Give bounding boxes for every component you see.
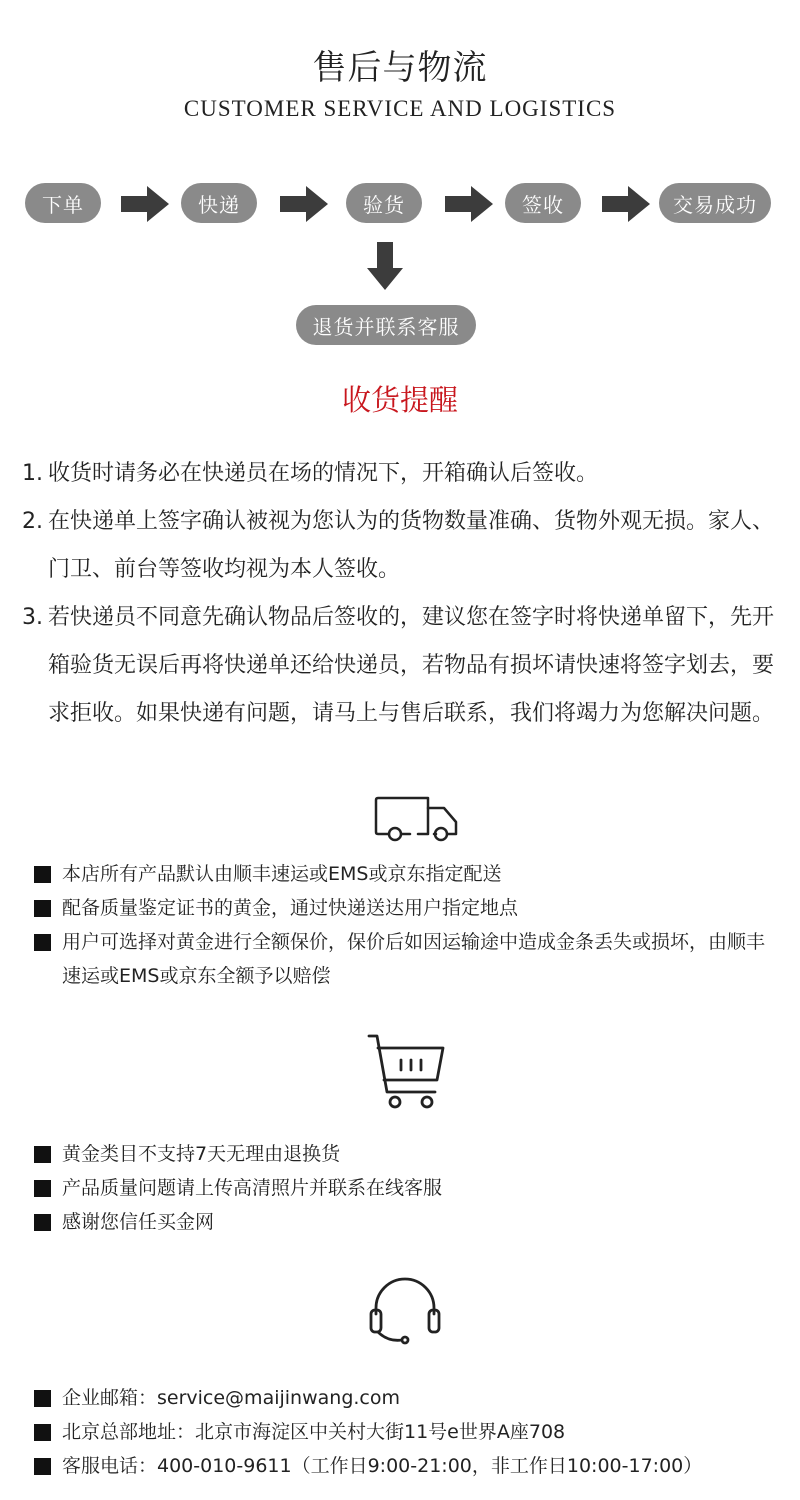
contact-list bbox=[34, 1381, 774, 1483]
list-item: 配备质量鉴定证书的黄金，通过快递送达用户指定地点 bbox=[34, 891, 774, 925]
list-item: 感谢您信任买金网 bbox=[34, 1205, 774, 1239]
step-sign: 签收 bbox=[505, 183, 581, 223]
headset-icon bbox=[366, 1270, 444, 1350]
shopping-cart-icon bbox=[365, 1030, 447, 1112]
bullet-square-icon bbox=[34, 1390, 51, 1407]
list-item: 用户可选择对黄金进行全额保价，保价后如因运输途中造成金条丢失或损坏，由顺丰速运或EMS或京东全额予以赔偿 bbox=[34, 925, 774, 993]
bullet-square-icon bbox=[34, 1146, 51, 1163]
bullet-square-icon bbox=[34, 1180, 51, 1197]
rule-text: 收货时请务必在快递员在场的情况下，开箱确认后签收。 bbox=[48, 461, 599, 486]
list-item: 本店所有产品默认由顺丰速运或EMS或京东指定配送 bbox=[34, 857, 774, 891]
step-delivery: 快递 bbox=[181, 183, 257, 223]
returns-list bbox=[34, 1137, 774, 1239]
rule-number: 2. bbox=[22, 509, 43, 534]
rule-number: 1. bbox=[22, 461, 43, 486]
step-return-contact: 退货并联系客服 bbox=[296, 305, 476, 345]
list-item: 黄金类目不支持7天无理由退换货 bbox=[34, 1137, 774, 1171]
rule-number: 3. bbox=[22, 605, 43, 630]
right-arrow-icon bbox=[280, 186, 328, 222]
rule-item bbox=[22, 498, 782, 594]
bullet-square-icon bbox=[34, 1214, 51, 1231]
contact-email: 企业邮箱：service@maijinwang.com bbox=[34, 1381, 774, 1415]
step-inspect: 验货 bbox=[346, 183, 422, 223]
list-item: 产品质量问题请上传高清照片并联系在线客服 bbox=[34, 1171, 774, 1205]
bullet-square-icon bbox=[34, 1424, 51, 1441]
step-complete: 交易成功 bbox=[659, 183, 771, 223]
page-title: 售后与物流 bbox=[312, 48, 488, 88]
down-arrow-icon bbox=[367, 242, 403, 290]
rule-item bbox=[22, 450, 782, 498]
bullet-square-icon bbox=[34, 934, 51, 951]
right-arrow-icon bbox=[445, 186, 493, 222]
rule-item bbox=[22, 594, 782, 738]
right-arrow-icon bbox=[602, 186, 650, 222]
bullet-square-icon bbox=[34, 1458, 51, 1475]
contact-address: 北京总部地址：北京市海淀区中关村大街11号e世界A座708 bbox=[34, 1415, 774, 1449]
reminder-rules bbox=[22, 450, 782, 738]
rule-text: 在快递单上签字确认被视为您认为的货物数量准确、货物外观无损。家人、门卫、前台等签收均视为本人签收。 bbox=[48, 509, 775, 582]
right-arrow-icon bbox=[121, 186, 169, 222]
page-subtitle: CUSTOMER SERVICE AND LOGISTICS bbox=[183, 96, 617, 121]
bullet-square-icon bbox=[34, 866, 51, 883]
truck-icon bbox=[372, 794, 462, 842]
rule-text: 若快递员不同意先确认物品后签收的，建议您在签字时将快递单留下，先开箱验货无误后再将快递单还给快递员，若物品有损坏请快速将签字划去，要求拒收。如果快递有问题，请马上与售后联系，我们将竭力为您解决问题。 bbox=[48, 605, 775, 726]
reminder-title: 收货提醒 bbox=[341, 383, 458, 417]
bullet-square-icon bbox=[34, 900, 51, 917]
contact-phone: 客服电话：400-010-9611（工作日9:00-21:00，非工作日10:00-17:00） bbox=[34, 1449, 774, 1483]
shipping-list bbox=[34, 857, 774, 993]
step-order: 下单 bbox=[25, 183, 101, 223]
